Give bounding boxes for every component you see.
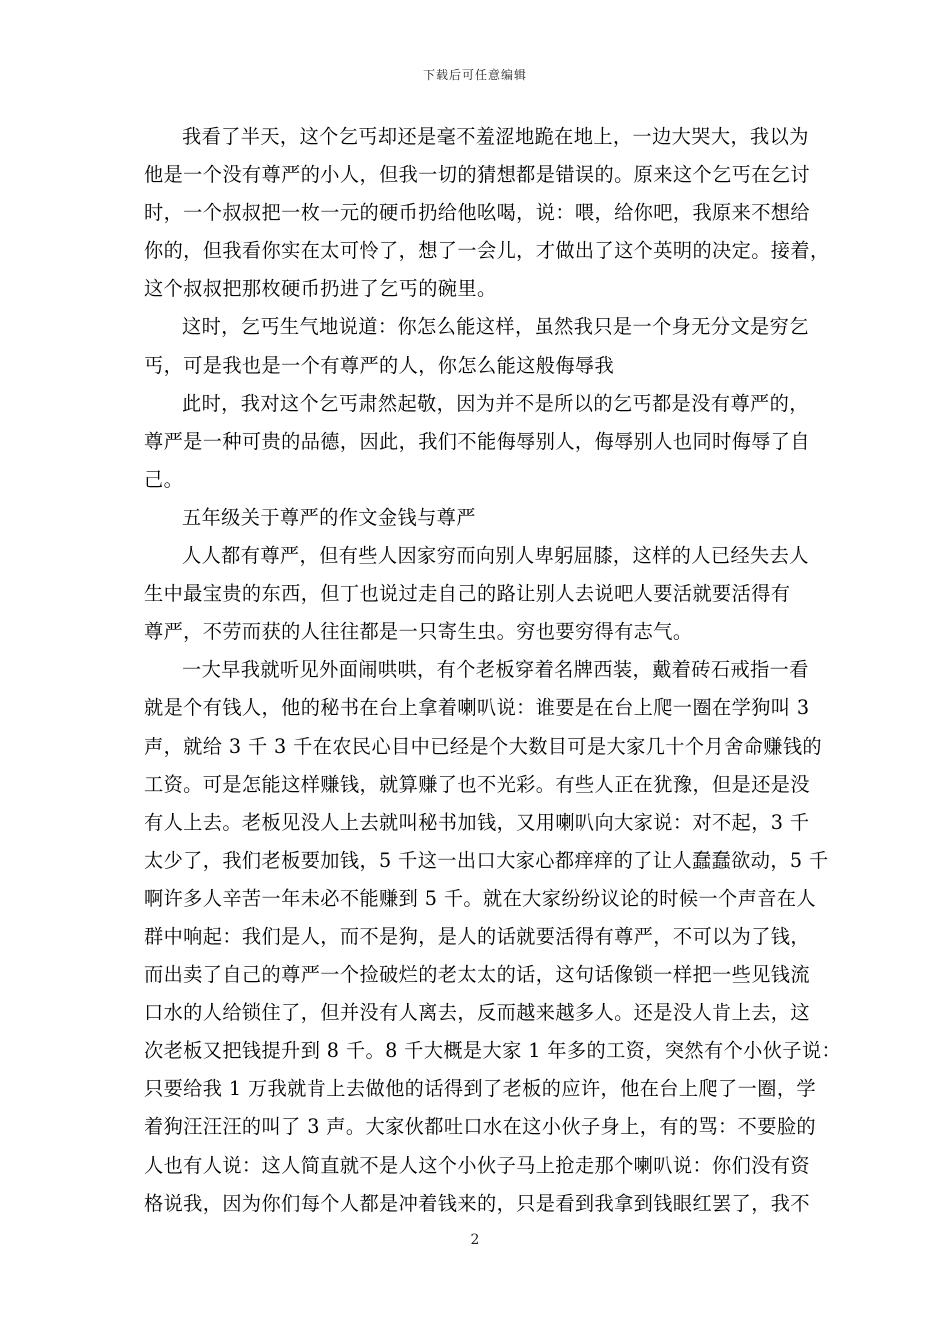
text-line: 你的，但我看你实在太可怜了，想了一会儿，才做出了这个英明的决定。接着， [144,239,830,263]
text-line: 尊严是一种可贵的品德，因此，我们不能侮辱别人，侮辱别人也同时侮辱了自 [144,429,810,453]
text-line: 尊严，不劳而获的人往往都是一只寄生虫。穷也要穷得有志气。 [144,620,693,644]
text-line: 有人上去。老板见没人上去就叫秘书加钱，又用喇叭向大家说：对不起，3 千 [144,810,810,834]
body-text [144,118,842,1223]
text-line: 这个叔叔把那枚硬币扔进了乞丐的碗里。 [144,277,497,301]
text-line: 人人都有尊严，但有些人因家穷而向别人卑躬屈膝，这样的人已经失去人 [182,544,809,568]
text-line: 生中最宝贵的东西，但丁也说过走自己的路让别人去说吧人要活就要活得有 [144,582,791,606]
text-line: 声，就给 3 千 3 千在农民心目中已经是个大数目可是大家几十个月舍命赚钱的 [144,734,823,758]
text-line: 我看了半天，这个乞丐却还是毫不羞涩地跪在地上，一边大哭大，我以为 [182,125,809,148]
text-line: 口水的人给锁住了，但并没有人离去，反而越来越多人。还是没人肯上去，这 [144,1001,810,1025]
text-line: 人也有人说：这人简直就不是人这个小伙子马上抢走那个喇叭说：你们没有资 [144,1153,810,1177]
text-line: 着狗汪汪汪的叫了 3 声。大家伙都吐口水在这小伙子身上，有的骂：不要脸的 [144,1115,816,1139]
text-line: 就是个有钱人，他的秘书在台上拿着喇叭说：谁要是在台上爬一圈在学狗叫 3 [144,696,810,720]
text-line: 次老板又把钱提升到 8 千。8 千大概是大家 1 年多的工资，突然有个小伙子说： [144,1039,842,1063]
text-line: 而出卖了自己的尊严一个捡破烂的老太太的话，这句话像锁一样把一些见钱流 [144,963,810,987]
text-line: 太少了，我们老板要加钱，5 千这一出口大家心都痒痒的了让人蠢蠢欲动，5 千 [144,848,829,872]
text-line: 这时，乞丐生气地说道：你怎么能这样，虽然我只是一个身无分文是穷乞 [182,315,809,339]
text-line: 工资。可是怎能这样赚钱，就算赚了也不光彩。有些人正在犹豫，但是还是没 [144,772,810,796]
text-line: 格说我，因为你们每个人都是冲着钱来的，只是看到我拿到钱眼红罢了，我不 [144,1191,810,1215]
text-line: 时，一个叔叔把一枚一元的硬币扔给他吆喝，说：喂，给你吧，我原来不想给 [144,201,810,225]
page-number: 2 [470,1232,480,1248]
text-line: 啊许多人辛苦一年未必不能赚到 5 千。就在大家纷纷议论的时候一个声音在人 [144,886,816,910]
text-line: 群中响起：我们是人，而不是狗，是人的话就要活得有尊严，不可以为了钱， [144,924,810,948]
text-line: 一大早我就听见外面闹哄哄，有个老板穿着名牌西装，戴着砖石戒指一看 [182,658,809,682]
text-line: 己。 [144,467,184,491]
text-line: 丐，可是我也是一个有尊严的人，你怎么能这般侮辱我 [144,353,615,377]
section-title: 五年级关于尊严的作文金钱与尊严 [182,505,476,529]
text-line: 他是一个没有尊严的小人，但我一切的猜想都是错误的。原来这个乞丐在乞讨 [144,163,810,187]
page-header: 下载后可任意编辑 [422,68,527,82]
text-line: 只要给我 1 万我就肯上去做他的话得到了老板的应许，他在台上爬了一圈，学 [144,1077,816,1101]
text-line: 此时，我对这个乞丐肃然起敬，因为并不是所以的乞丐都是没有尊严的， [182,391,809,415]
